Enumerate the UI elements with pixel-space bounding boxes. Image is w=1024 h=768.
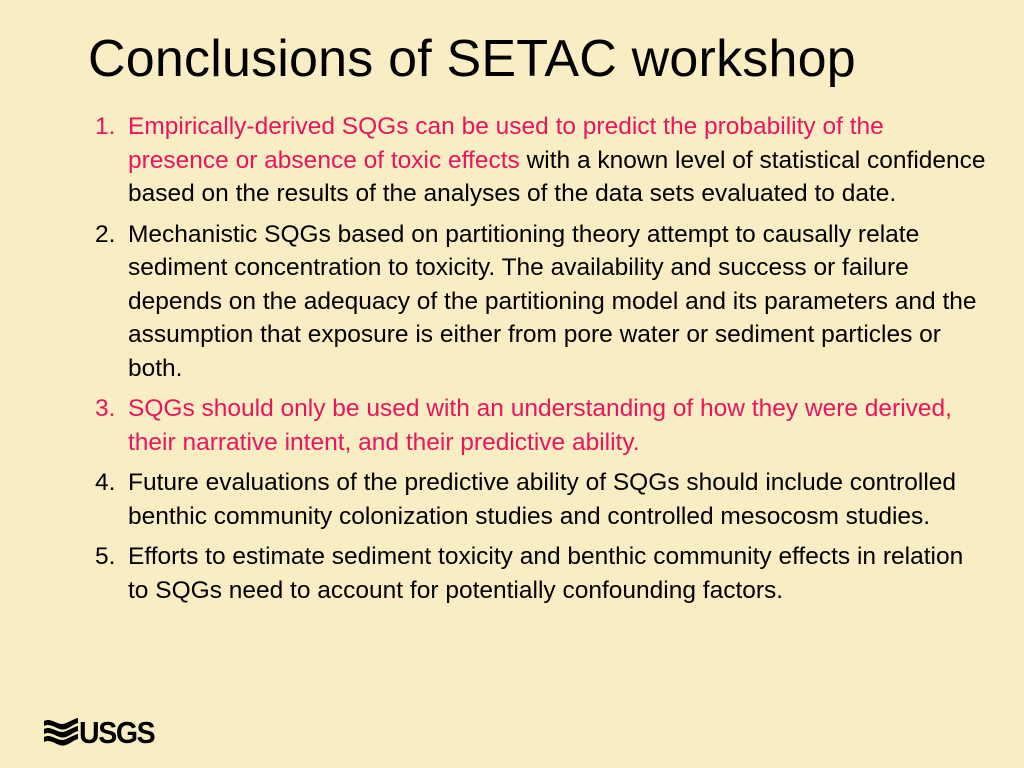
list-item — [95, 110, 990, 211]
item-text — [128, 110, 990, 211]
usgs-wave-icon — [44, 718, 78, 748]
item-body-text: Mechanistic SQGs based on partitioning theory attempt to causally relate sediment concentration to toxicity. The availability and success or failure depends on the adequacy of the partitioning model and its parameters and the assumption that exposure is either from pore water or sediment particles or both. — [128, 220, 977, 382]
item-number: 2. — [95, 220, 116, 248]
item-text — [128, 540, 990, 607]
usgs-logo — [44, 716, 161, 750]
item-text — [128, 392, 990, 459]
item-body-text: Efforts to estimate sediment toxicity and benthic community effects in relation to SQGs need to account for potentially confounding factors. — [128, 543, 964, 604]
item-number: 5. — [95, 543, 116, 570]
list-item — [95, 466, 990, 533]
item-highlight-text: SQGs should only be used with an understanding of how they were derived, their narrative intent, and their predictive ability. — [128, 395, 952, 456]
conclusions-list — [95, 110, 990, 614]
list-item — [95, 218, 990, 386]
item-number: 3. — [95, 395, 116, 422]
item-number: 4. — [95, 469, 116, 496]
list-item — [95, 392, 990, 459]
item-text — [128, 466, 990, 533]
list-item — [95, 540, 990, 607]
usgs-logo-text: USGS — [79, 715, 155, 750]
slide-title: Conclusions of SETAC workshop — [88, 30, 856, 88]
item-body-text: with a known level of statistical confidence based on the results of the analyses of the data sets evaluated to date. — [128, 146, 986, 207]
item-number: 1. — [95, 113, 116, 140]
item-highlight-text: Empirically-derived SQGs can be used to predict the probability of the presence or absence of toxic effects — [128, 113, 884, 174]
item-body-text: Future evaluations of the predictive ability of SQGs should include controlled benthic community colonization studies and controlled mesocosm studies. — [128, 469, 957, 530]
item-text — [128, 218, 990, 386]
